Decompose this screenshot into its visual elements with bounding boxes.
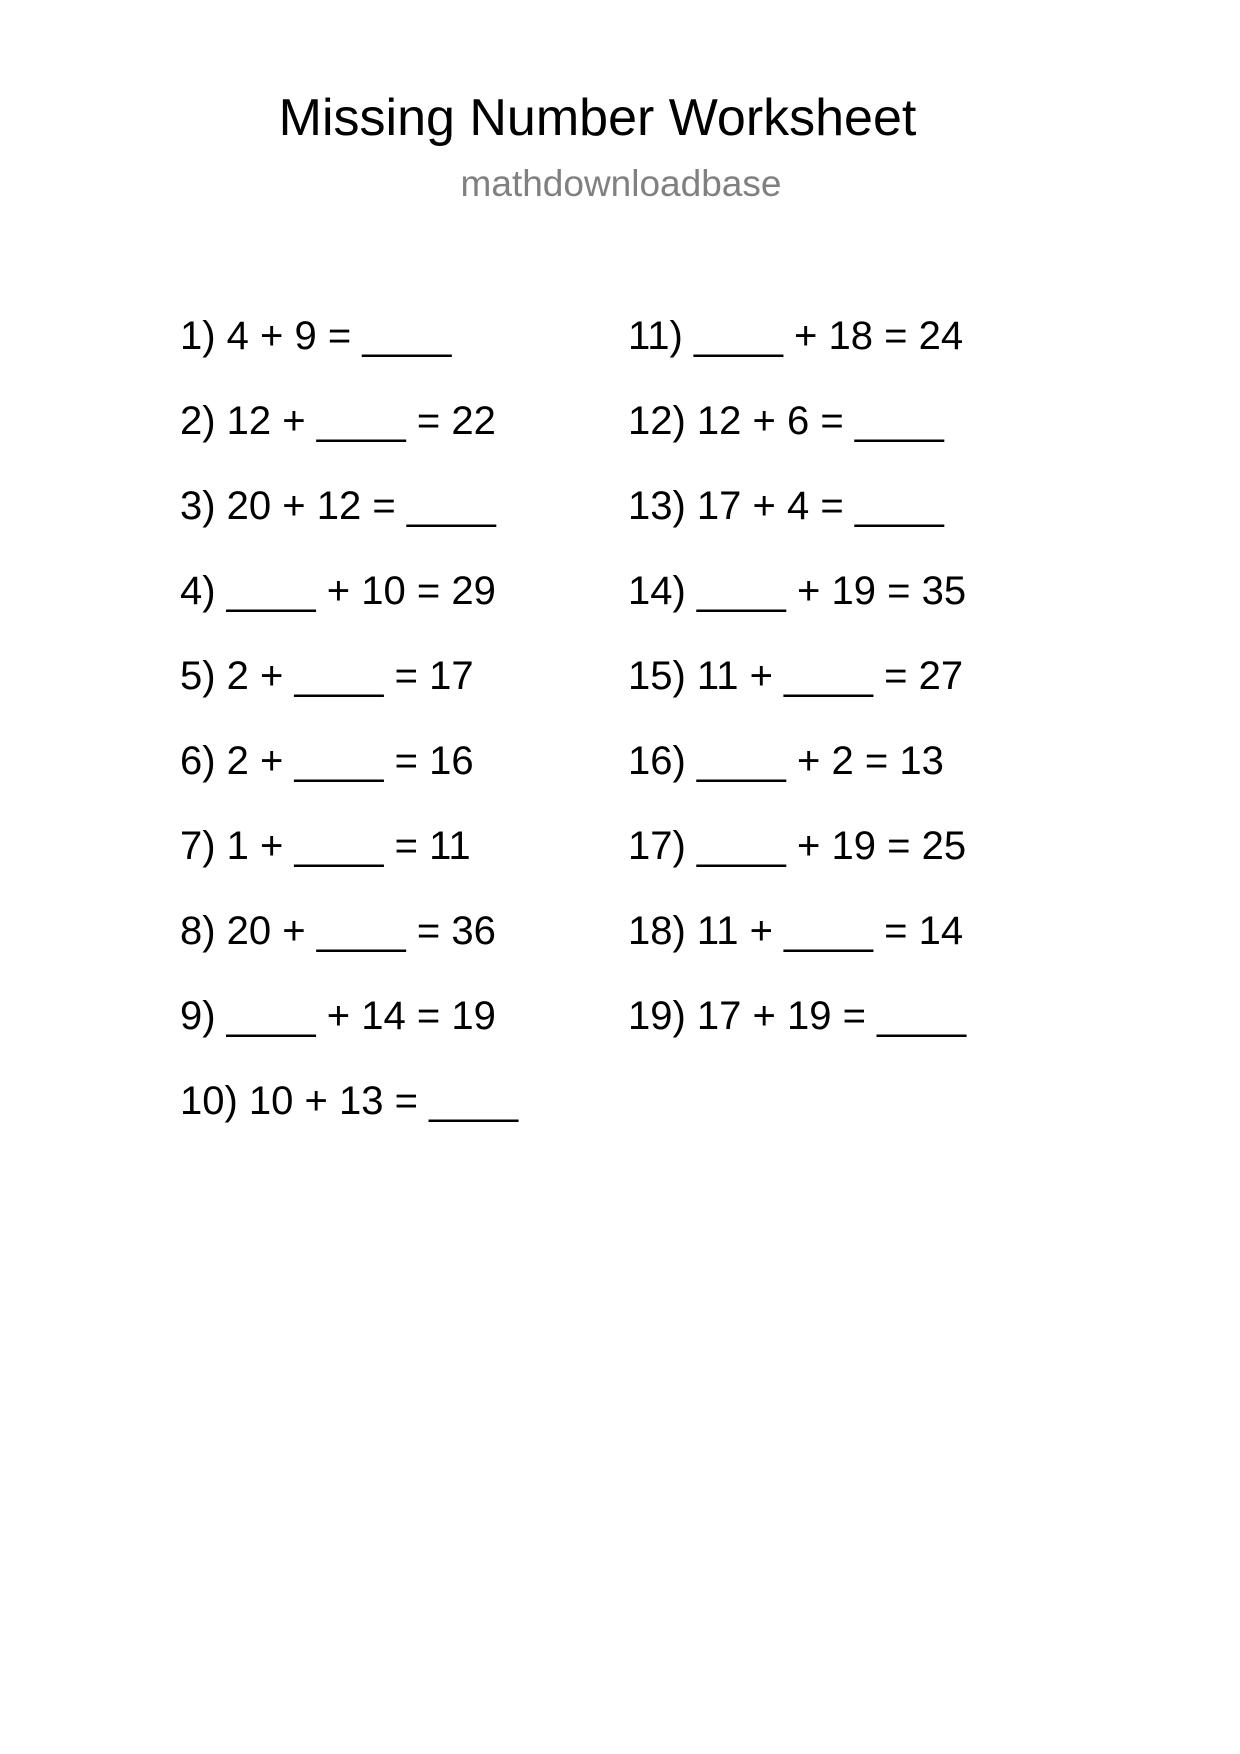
problem-7: 7) 1 + ____ = 11 xyxy=(180,824,471,868)
problem-5: 5) 2 + ____ = 17 xyxy=(180,654,474,698)
problem-8: 8) 20 + ____ = 36 xyxy=(180,909,496,953)
worksheet-subtitle: mathdownloadbase xyxy=(460,163,782,204)
worksheet-title: Missing Number Worksheet xyxy=(278,89,917,147)
problem-4: 4) ____ + 10 = 29 xyxy=(180,569,496,613)
problem-1: 1) 4 + 9 = ____ xyxy=(180,314,452,358)
problem-11: 11) ____ + 18 = 24 xyxy=(628,314,964,358)
problem-16: 16) ____ + 2 = 13 xyxy=(628,739,944,783)
problem-18: 18) 11 + ____ = 14 xyxy=(628,909,964,953)
problem-17: 17) ____ + 19 = 25 xyxy=(628,824,967,868)
problem-15: 15) 11 + ____ = 27 xyxy=(628,654,964,698)
problem-13: 13) 17 + 4 = ____ xyxy=(628,484,944,528)
problem-9: 9) ____ + 14 = 19 xyxy=(180,994,496,1038)
problem-12: 12) 12 + 6 = ____ xyxy=(628,399,944,443)
problem-3: 3) 20 + 12 = ____ xyxy=(180,484,496,528)
problem-2: 2) 12 + ____ = 22 xyxy=(180,399,496,443)
problem-14: 14) ____ + 19 = 35 xyxy=(628,569,967,613)
problem-10: 10) 10 + 13 = ____ xyxy=(180,1079,519,1123)
problem-19: 19) 17 + 19 = ____ xyxy=(628,994,967,1038)
problem-6: 6) 2 + ____ = 16 xyxy=(180,739,474,783)
